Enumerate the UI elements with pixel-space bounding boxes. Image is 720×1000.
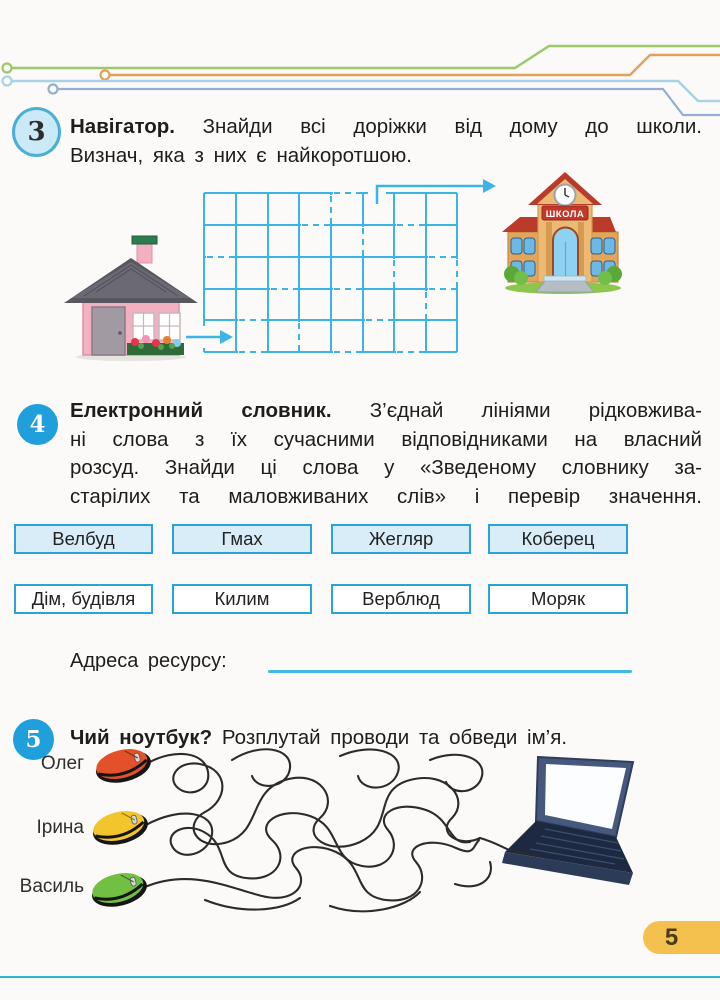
entry-arrow — [186, 330, 233, 344]
laptop-illustration — [502, 757, 633, 885]
task4-line2: ні слова з їх сучасними відповідниками на власний — [70, 427, 702, 451]
new-word-box-1[interactable]: Дім, будівля — [14, 584, 153, 614]
bottom-decor-line — [0, 976, 720, 978]
task3-line1 — [70, 113, 702, 142]
task3-line1-rest: Знайди всі доріжки від дому до школи. — [174, 115, 702, 138]
new-word-box-2[interactable]: Килим — [172, 584, 312, 614]
old-word-box-4[interactable]: Коберец — [488, 524, 628, 554]
school-sign: ШКОЛА — [545, 209, 585, 220]
task4-line4: старілих та маловживаних слів» і перевір значення. — [70, 484, 702, 508]
task4-line3: розсуд. Знайди ці слова у «Зведеному словнику за- — [70, 456, 702, 479]
address-line[interactable] — [268, 670, 632, 673]
task4-title: Електронний словник. — [70, 399, 332, 422]
name-label-oleh[interactable]: Олег — [40, 753, 84, 774]
school-illustration — [502, 172, 622, 294]
old-word-box-1[interactable]: Велбуд — [14, 524, 153, 554]
house-illustration — [64, 236, 198, 361]
mouse-icon-irina[interactable] — [89, 805, 151, 850]
task4-line1-rest: З’єднай лініями рідковжива- — [331, 399, 702, 422]
task4-badge: 4 — [17, 404, 58, 445]
task5-rest: Розплутай проводи та обведи ім’я. — [212, 726, 568, 749]
new-word-box-4[interactable]: Моряк — [488, 584, 628, 614]
task5-title: Чий ноутбук? — [70, 726, 213, 749]
old-word-box-3[interactable]: Жегляр — [331, 524, 471, 554]
name-label-irina[interactable]: Ірина — [36, 817, 84, 838]
wire-tangle — [145, 749, 509, 911]
new-word-box-3[interactable]: Верблюд — [331, 584, 471, 614]
task4-text — [70, 397, 702, 511]
task3-title: Навігатор. — [70, 115, 175, 138]
task5-badge: 5 — [13, 719, 54, 760]
mouse-icon-vasyl[interactable] — [88, 867, 150, 912]
name-label-vasyl[interactable]: Василь — [19, 876, 84, 897]
wire-tangle-figure — [0, 735, 720, 920]
address-label: Адреса ресурсу: — [70, 650, 227, 672]
task4-line1 — [70, 397, 702, 426]
mouse-icon-oleh[interactable] — [92, 743, 154, 788]
task3-badge: 3 — [12, 107, 61, 157]
maze-figure — [0, 160, 720, 375]
old-word-box-2[interactable]: Гмах — [172, 524, 312, 554]
page-number-badge: 5 — [643, 921, 720, 954]
task3-line2: Визнач, яка з них є найкоротшою. — [70, 143, 412, 167]
